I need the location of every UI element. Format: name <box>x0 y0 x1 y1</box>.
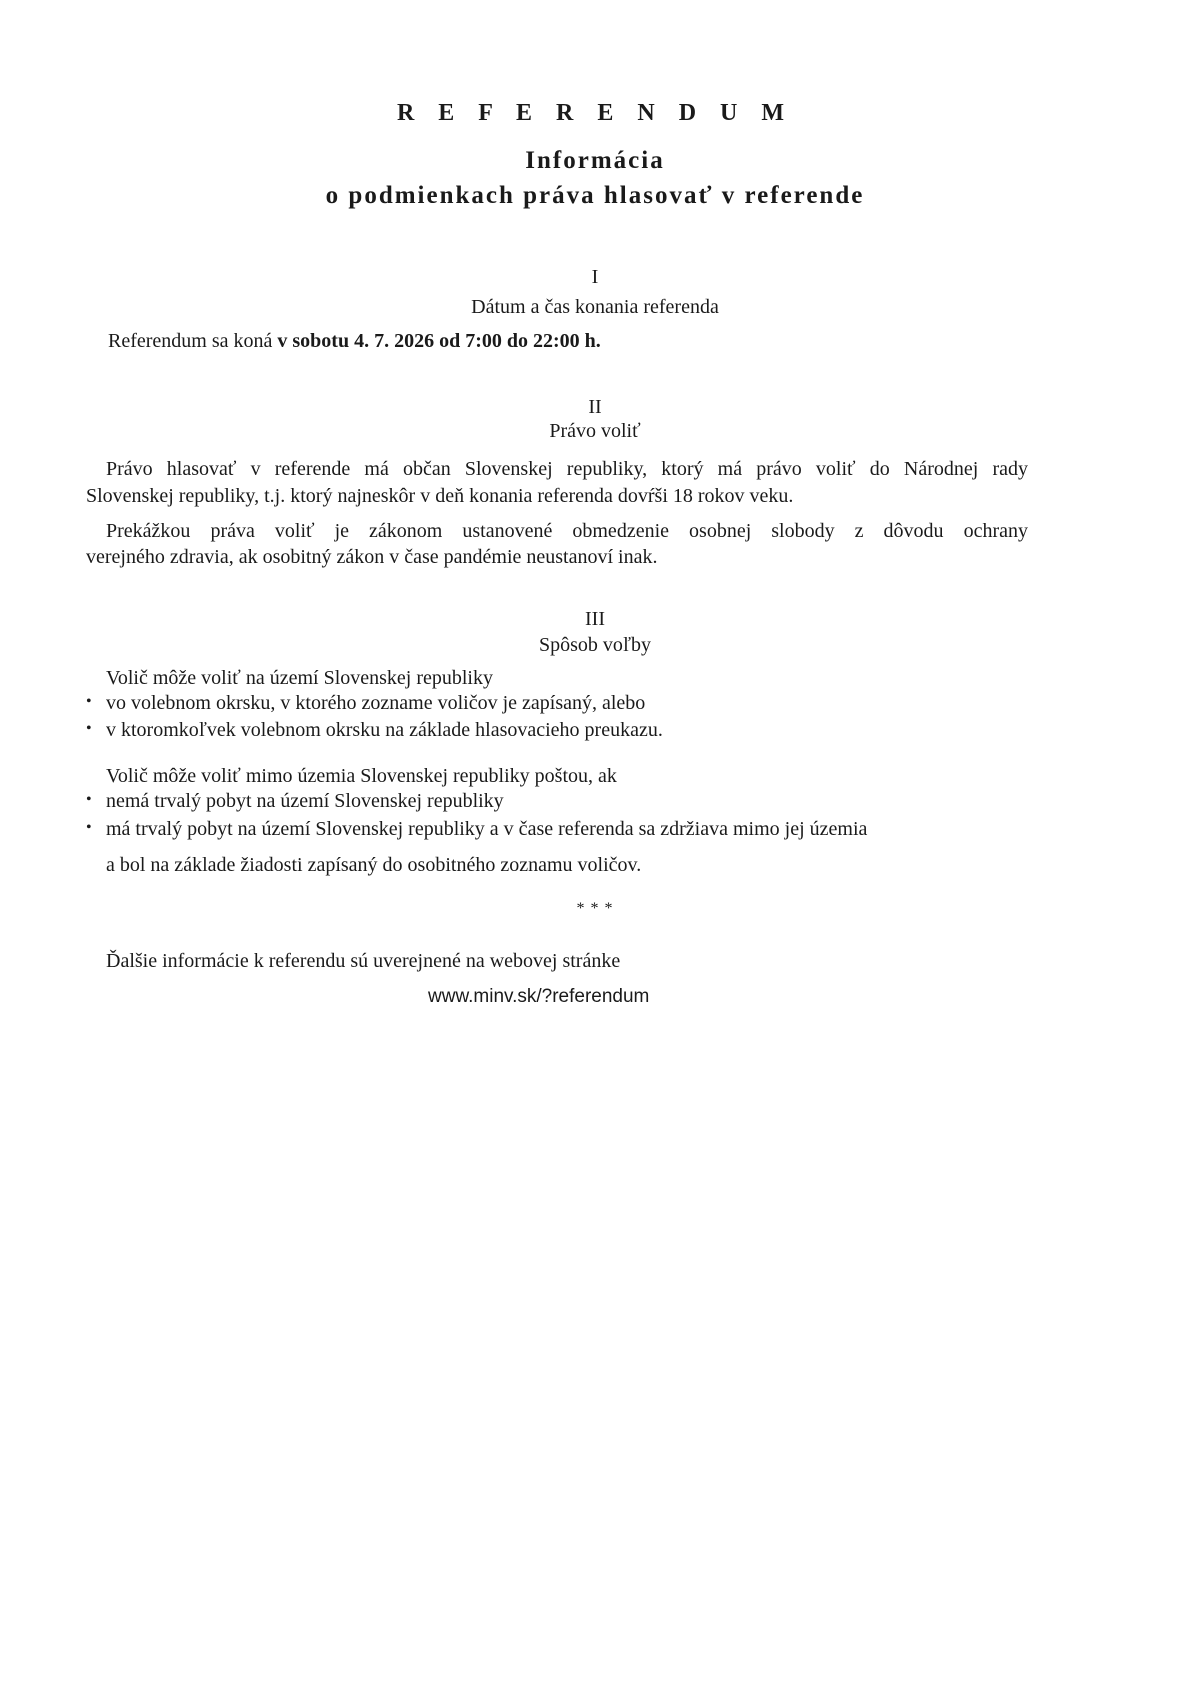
section-separator: * * * <box>576 900 614 917</box>
bullet-icon: • <box>86 819 92 836</box>
section3-number: III <box>585 608 605 630</box>
list1-item-2: v ktoromkoľvek volebnom okrsku na základe hlasovacieho preukazu. <box>106 719 663 741</box>
bullet-icon: • <box>86 720 92 737</box>
list2-item-1: nemá trvalý pobyt na území Slovenskej republiky <box>106 790 504 812</box>
list1-item-1: vo volebnom okrsku, v ktorého zozname voličov je zapísaný, alebo <box>106 692 646 714</box>
section1-text <box>108 330 601 353</box>
section3-title: Spôsob voľby <box>538 634 652 656</box>
section2-number: II <box>588 396 602 418</box>
section2-para1-line1: Právo hlasovať v referende má občan Slovenskej republiky, ktorý má právo voliť do Národnej rady <box>106 458 1028 480</box>
bullet-icon: • <box>86 791 92 808</box>
section2-para2-line2: verejného zdravia, ak osobitný zákon v čase pandémie neustanoví inak. <box>86 546 658 568</box>
section1-title: Dátum a čas konania referenda <box>471 296 719 318</box>
list2-item-2: má trvalý pobyt na území Slovenskej republiky a v čase referenda sa zdržiava mimo jej územia <box>106 818 868 840</box>
document-title: R E F E R E N D U M <box>396 100 794 126</box>
section3-intro2: Volič môže voliť mimo územia Slovenskej republiky poštou, ak <box>106 765 617 787</box>
bullet-icon: • <box>86 693 92 710</box>
document-subtitle-line1: Informácia <box>525 147 665 174</box>
section1-text-date: v sobotu 4. 7. 2026 od 7:00 do 22:00 h. <box>277 330 601 352</box>
footer-info: Ďalšie informácie k referendu sú uverejnené na webovej stránke <box>106 950 621 972</box>
footer-url: www.minv.sk/?referendum <box>428 986 650 1007</box>
section1-number: I <box>591 266 599 288</box>
list2-continuation: a bol na základe žiadosti zapísaný do osobitného zoznamu voličov. <box>106 854 642 876</box>
section2-para2-line1: Prekážkou práva voliť je zákonom ustanovené obmedzenie osobnej slobody z dôvodu ochrany <box>106 520 1028 542</box>
document-subtitle-line2: o podmienkach práva hlasovať v referende <box>325 182 865 209</box>
section3-intro1: Volič môže voliť na území Slovenskej republiky <box>106 667 493 689</box>
section2-para1-line2: Slovenskej republiky, t.j. ktorý najneskôr v deň konania referenda dovŕši 18 rokov veku. <box>86 485 794 507</box>
section2-title: Právo voliť <box>549 420 641 442</box>
section1-text-prefix: Referendum sa koná <box>108 330 278 352</box>
